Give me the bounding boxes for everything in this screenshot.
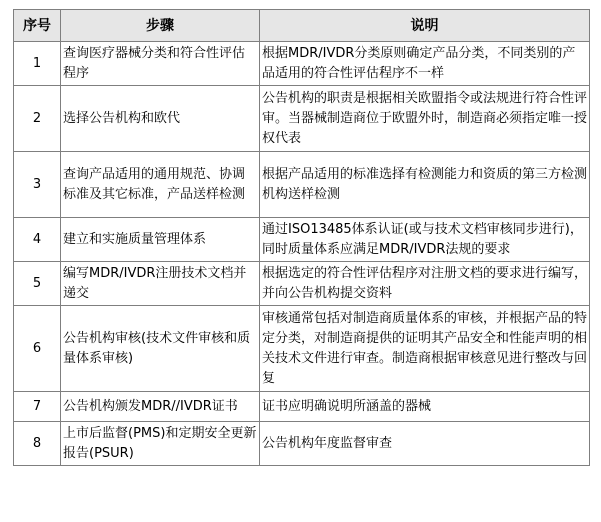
row-description: 通过ISO13485体系认证(或与技术文档审核同步进行)，同时质量体系应满足MDR/IVDR法规的要求 — [260, 218, 590, 262]
procedure-table — [13, 9, 590, 466]
row-number: 8 — [14, 422, 61, 466]
row-description: 公告机构年度监督审查 — [260, 422, 590, 466]
table-row — [14, 152, 590, 218]
row-number: 4 — [14, 218, 61, 262]
row-number: 3 — [14, 152, 61, 218]
table-row — [14, 392, 590, 422]
row-step: 上市后监督(PMS)和定期安全更新报告(PSUR) — [61, 422, 260, 466]
table-row — [14, 218, 590, 262]
row-description: 根据MDR/IVDR分类原则确定产品分类，不同类别的产品适用的符合性评估程序不一样 — [260, 42, 590, 86]
row-step: 公告机构审核(技术文件审核和质量体系审核) — [61, 306, 260, 392]
header-step: 步骤 — [61, 10, 260, 42]
row-number: 6 — [14, 306, 61, 392]
row-step: 查询医疗器械分类和符合性评估程序 — [61, 42, 260, 86]
header-row — [14, 10, 590, 42]
row-step: 建立和实施质量管理体系 — [61, 218, 260, 262]
row-number: 5 — [14, 262, 61, 306]
table-row — [14, 262, 590, 306]
header-description: 说明 — [260, 10, 590, 42]
row-description: 公告机构的职责是根据相关欧盟指令或法规进行符合性评审。当器械制造商位于欧盟外时，制造商必须指定唯一授权代表 — [260, 86, 590, 152]
row-number: 2 — [14, 86, 61, 152]
table-row — [14, 306, 590, 392]
table-row — [14, 42, 590, 86]
row-description: 根据选定的符合性评估程序对注册文档的要求进行编写，并向公告机构提交资料 — [260, 262, 590, 306]
header-number: 序号 — [14, 10, 61, 42]
row-step: 查询产品适用的通用规范、协调标准及其它标准，产品送样检测 — [61, 152, 260, 218]
row-step: 公告机构颁发MDR//IVDR证书 — [61, 392, 260, 422]
row-step: 选择公告机构和欧代 — [61, 86, 260, 152]
table-row — [14, 86, 590, 152]
row-step: 编写MDR/IVDR注册技术文档并递交 — [61, 262, 260, 306]
row-description: 证书应明确说明所涵盖的器械 — [260, 392, 590, 422]
table-row — [14, 422, 590, 466]
row-number: 1 — [14, 42, 61, 86]
row-description: 根据产品适用的标准选择有检测能力和资质的第三方检测机构送样检测 — [260, 152, 590, 218]
row-description: 审核通常包括对制造商质量体系的审核，并根据产品的特定分类，对制造商提供的证明其产品安全和性能声明的相关技术文件进行审查。制造商根据审核意见进行整改与回复 — [260, 306, 590, 392]
row-number: 7 — [14, 392, 61, 422]
